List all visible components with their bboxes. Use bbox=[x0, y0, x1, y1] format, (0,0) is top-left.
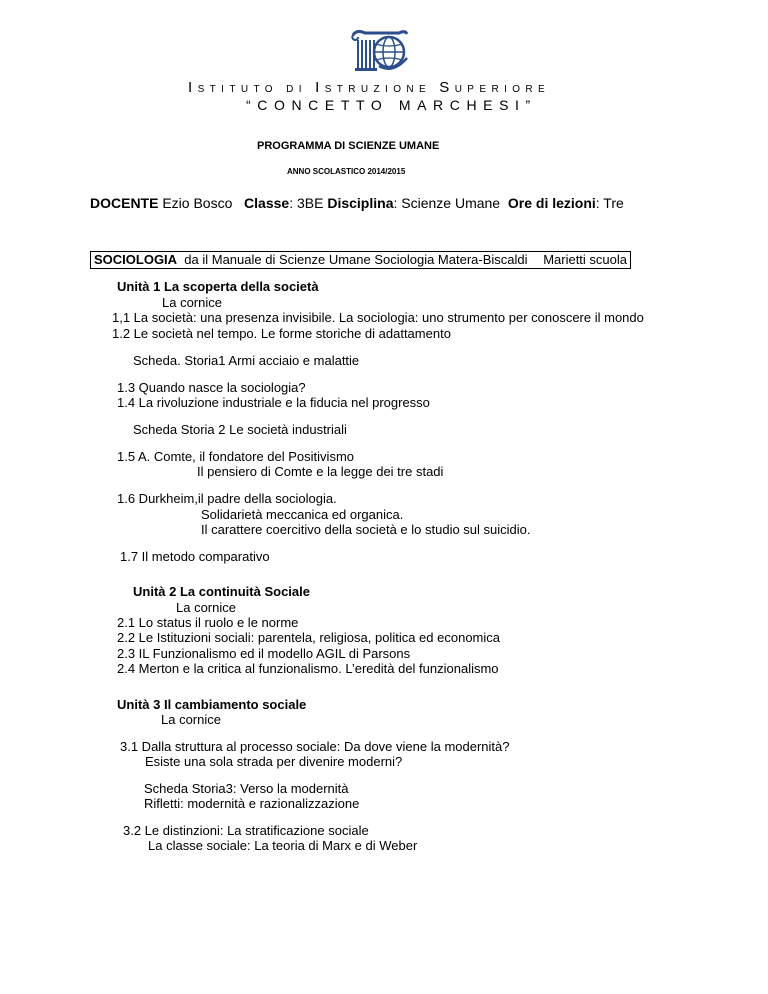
school-name-part: STITUTO bbox=[197, 84, 287, 95]
school-name-part: DI bbox=[286, 84, 316, 95]
institute-emblem-icon bbox=[349, 28, 411, 74]
program-line: La cornice bbox=[161, 712, 221, 727]
disciplina-label: Disciplina bbox=[327, 195, 394, 211]
ore-label: Ore di lezioni bbox=[507, 195, 596, 211]
ore-value: : Tre bbox=[595, 195, 624, 211]
subject-text: da il Manuale di Scienze Umane Sociologia Matera-Biscaldi bbox=[177, 252, 528, 267]
program-line: Scheda Storia 2 Le società industriali bbox=[133, 422, 347, 437]
school-name-part: I bbox=[315, 79, 325, 96]
program-line: Il pensiero di Comte e la legge dei tre stadi bbox=[197, 464, 444, 479]
program-line: Esiste una sola strada per divenire moderni? bbox=[145, 754, 403, 769]
unit-heading: Unità 2 La continuità Sociale bbox=[133, 584, 310, 599]
school-name-part: S bbox=[439, 79, 455, 96]
program-line: Il carattere coercitivo della società e lo studio sul suicidio. bbox=[201, 522, 531, 537]
teacher-line bbox=[90, 195, 624, 211]
publisher: Marietti scuola bbox=[543, 252, 627, 267]
school-name-part: STRUZIONE bbox=[324, 84, 440, 95]
program-line: 2.3 IL Funzionalismo ed il modello AGIL di Parsons bbox=[117, 646, 411, 661]
program-line: Rifletti: modernità e razionalizzazione bbox=[144, 796, 360, 811]
classe-value: : 3BE bbox=[289, 195, 328, 211]
school-subname: “CONCETTO MARCHESI” bbox=[246, 97, 537, 113]
program-line: 1.6 Durkheim,il padre della sociologia. bbox=[117, 491, 337, 506]
unit-heading: Unità 3 Il cambiamento sociale bbox=[117, 697, 307, 712]
program-line: 2.4 Merton e la critica al funzionalismo. L’eredità del funzionalismo bbox=[117, 661, 499, 676]
program-line: 1,1 La società: una presenza invisibile. La sociologia: uno strumento per conoscere il mondo bbox=[112, 310, 644, 325]
classe-label: Classe bbox=[244, 195, 290, 211]
program-line: Scheda. Storia1 Armi acciaio e malattie bbox=[133, 353, 360, 368]
program-line: Solidarietà meccanica ed organica. bbox=[201, 507, 404, 522]
school-year: ANNO SCOLASTICO 2014/2015 bbox=[287, 167, 406, 176]
program-line: 2.2 Le Istituzioni sociali: parentela, religiosa, politica ed economica bbox=[117, 630, 500, 645]
program-line: La classe sociale: La teoria di Marx e di Weber bbox=[148, 838, 418, 853]
subject-label: SOCIOLOGIA bbox=[94, 252, 178, 267]
program-line: 1.3 Quando nasce la sociologia? bbox=[117, 380, 306, 395]
disciplina-value: : Scienze Umane bbox=[393, 195, 508, 211]
school-name-part: I bbox=[188, 79, 198, 96]
program-line: 1.2 Le società nel tempo. Le forme storiche di adattamento bbox=[112, 326, 451, 341]
program-line: La cornice bbox=[176, 600, 236, 615]
school-name bbox=[188, 79, 550, 96]
program-line: La cornice bbox=[162, 295, 222, 310]
docente-value: Ezio Bosco bbox=[158, 195, 245, 211]
unit-heading: Unità 1 La scoperta della società bbox=[117, 279, 319, 294]
program-line: 2.1 Lo status il ruolo e le norme bbox=[117, 615, 299, 630]
docente-label: DOCENTE bbox=[90, 195, 159, 211]
program-line: 1.5 A. Comte, il fondatore del Positivismo bbox=[117, 449, 355, 464]
program-line: 3.2 Le distinzioni: La stratificazione sociale bbox=[123, 823, 369, 838]
school-name-part: UPERIORE bbox=[454, 84, 551, 95]
subject-box bbox=[90, 251, 631, 269]
program-line: 3.1 Dalla struttura al processo sociale: Da dove viene la modernità? bbox=[120, 739, 510, 754]
program-line: 1.4 La rivoluzione industriale e la fiducia nel progresso bbox=[117, 395, 430, 410]
program-title: PROGRAMMA DI SCIENZE UMANE bbox=[257, 140, 440, 152]
program-line: Scheda Storia3: Verso la modernità bbox=[144, 781, 349, 796]
program-line: 1.7 Il metodo comparativo bbox=[120, 549, 270, 564]
